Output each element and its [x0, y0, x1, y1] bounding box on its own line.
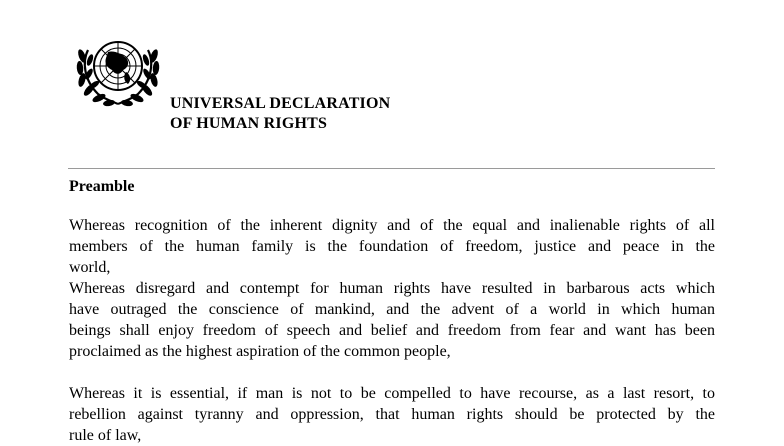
paragraph-2 [69, 278, 715, 362]
paragraph-line: rule of law, [69, 427, 142, 444]
title-line-2: OF HUMAN RIGHTS [170, 115, 328, 132]
section-heading: Preamble [69, 178, 135, 195]
paragraph-line: proclaimed as the highest aspiration of the common people, [69, 343, 451, 360]
document-title [170, 94, 390, 134]
title-line-1: UNIVERSAL DECLARATION [170, 95, 391, 112]
paragraph-line: beings shall enjoy freedom of speech and belief and freedom from fear and want has been [69, 322, 715, 339]
paragraph-3 [69, 383, 715, 446]
paragraph-line: Whereas recognition of the inherent dignity and of the equal and inalienable rights of all [69, 217, 715, 234]
paragraph-line: members of the human family is the foundation of freedom, justice and peace in the [69, 238, 715, 255]
paragraph-line: world, [69, 259, 111, 276]
paragraph-line: have outraged the conscience of mankind, and the advent of a world in which human [69, 301, 715, 318]
paragraph-line: Whereas disregard and contempt for human rights have resulted in barbarous acts which [69, 280, 715, 297]
horizontal-divider [68, 168, 715, 169]
un-emblem-icon [68, 28, 168, 114]
paragraph-line: Whereas it is essential, if man is not to be compelled to have recourse, as a last resort, to [69, 385, 715, 402]
paragraph-line: rebellion against tyranny and oppression, that human rights should be protected by the [69, 406, 715, 423]
paragraph-1 [69, 215, 715, 278]
